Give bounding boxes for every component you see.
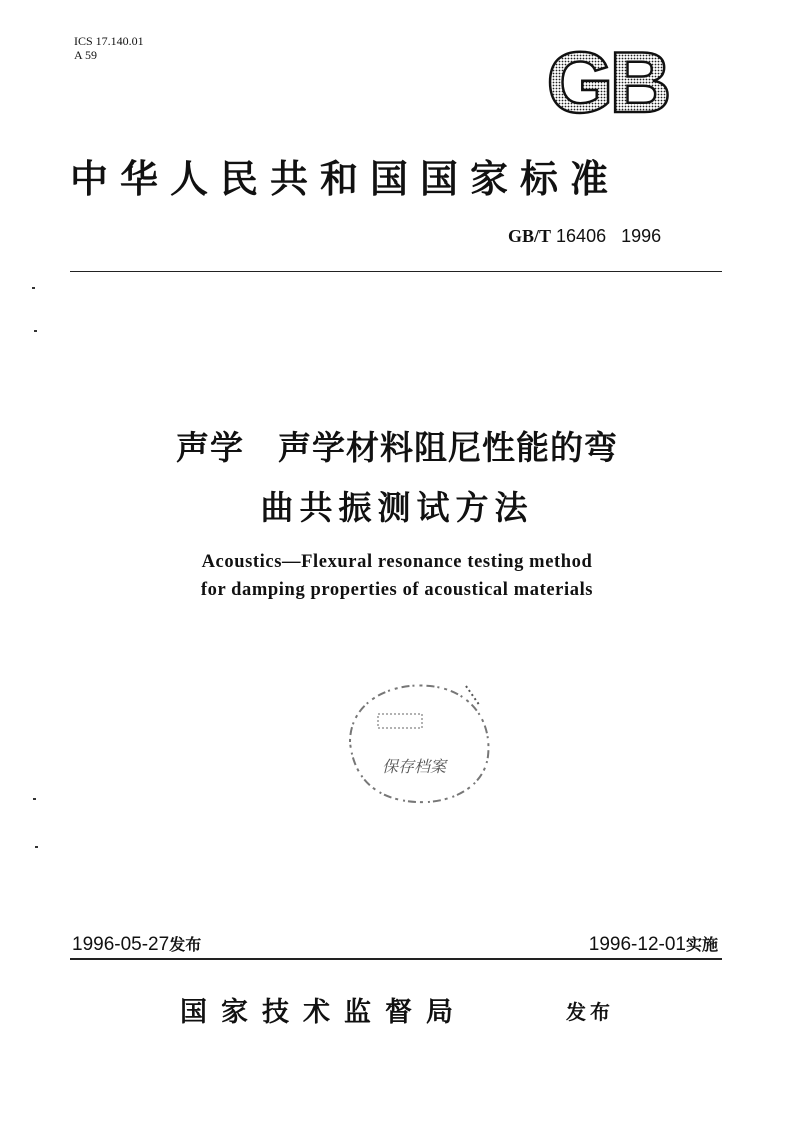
standard-code: GB/T bbox=[508, 226, 552, 246]
gb-logo-text: GB bbox=[546, 42, 668, 124]
scan-speck bbox=[32, 287, 35, 289]
seal-text: 保存档案 bbox=[381, 757, 447, 776]
effective-date bbox=[589, 932, 718, 956]
gb-logo bbox=[528, 42, 686, 124]
issuer-action: 发布 bbox=[566, 1000, 614, 1024]
standard-year: 1996 bbox=[621, 226, 662, 246]
title-cn-line-2: 曲共振测试方法 bbox=[260, 488, 534, 527]
issue-date bbox=[72, 932, 201, 956]
ics-code: ICS 17.140.01 bbox=[74, 34, 144, 48]
effective-date-value: 1996-12-01 bbox=[588, 934, 686, 955]
scan-speck bbox=[33, 798, 36, 800]
class-code: A 59 bbox=[74, 48, 98, 62]
standard-number bbox=[508, 226, 661, 247]
effective-date-suffix: 实施 bbox=[685, 935, 718, 954]
title-en-line-1: Acoustics—Flexural resonance testing method bbox=[201, 552, 593, 572]
issue-date-suffix: 发布 bbox=[169, 935, 202, 954]
issuer-name: 国家技术监督局 bbox=[180, 997, 467, 1028]
scan-speck bbox=[35, 846, 38, 848]
national-standard-heading: 中华人民共和国国家标准 bbox=[70, 157, 621, 201]
standard-id: 16406 bbox=[556, 226, 607, 246]
footer-divider bbox=[70, 958, 722, 960]
issue-date-value: 1996-05-27 bbox=[72, 934, 170, 955]
title-cn-line-1: 声学 声学材料阻尼性能的弯 bbox=[176, 428, 618, 467]
classification-block bbox=[74, 34, 144, 62]
title-en-line-2: for damping properties of acoustical materials bbox=[200, 580, 594, 600]
header-divider bbox=[70, 271, 722, 272]
scan-speck bbox=[34, 330, 37, 332]
archive-seal-stamp bbox=[330, 672, 500, 812]
